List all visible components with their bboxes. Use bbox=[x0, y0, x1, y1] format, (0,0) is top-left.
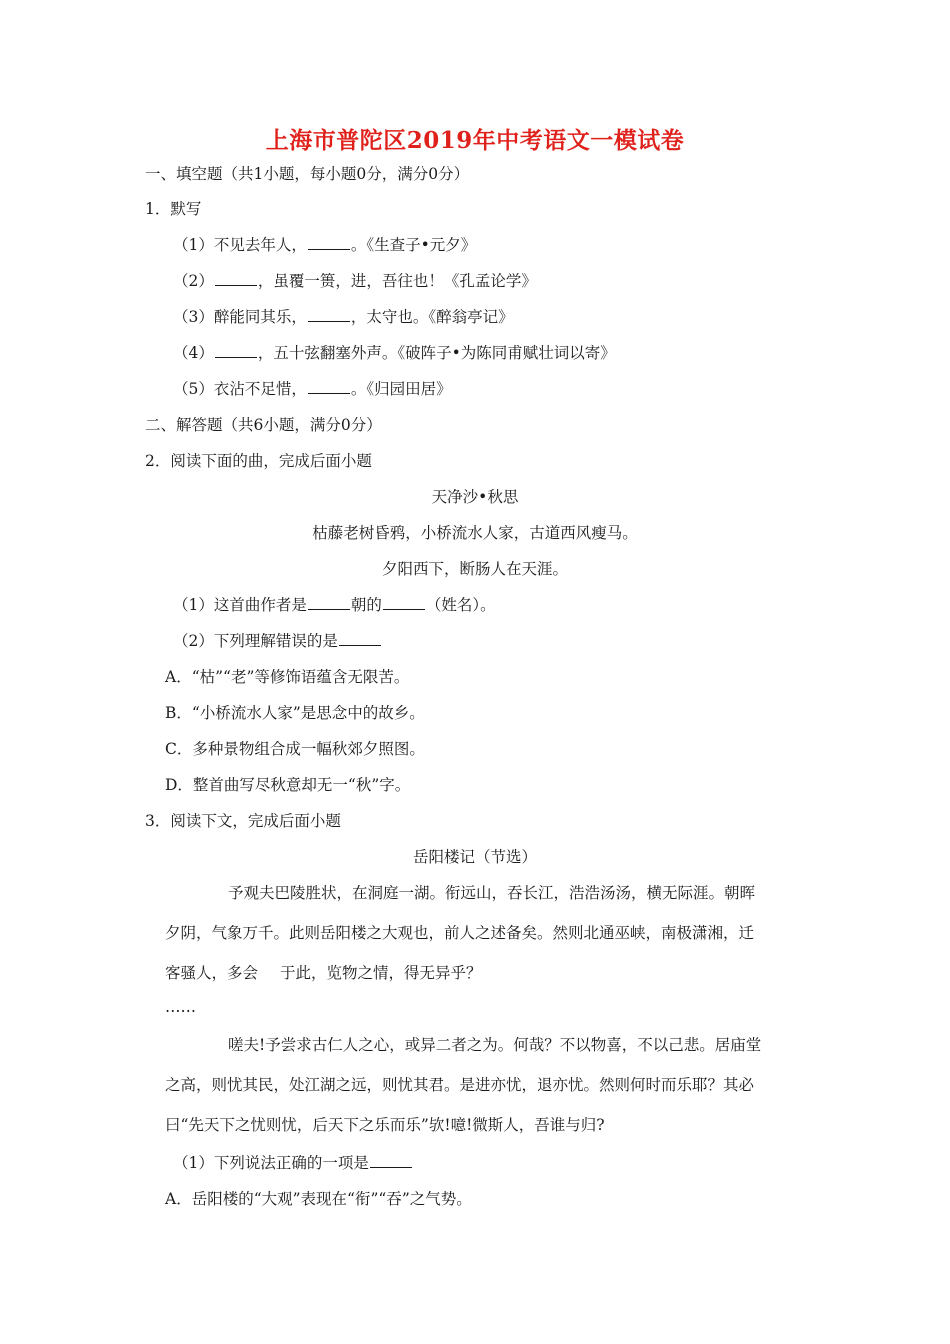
section-heading-answer: 二、解答题（共6小题，满分0分） bbox=[145, 416, 382, 434]
answer-blank[interactable] bbox=[383, 595, 425, 610]
q1-item-5 bbox=[173, 378, 452, 400]
passage-p1-line-3 bbox=[165, 962, 482, 984]
q1-item-2 bbox=[173, 270, 537, 292]
question-2-stem: 2．阅读下面的曲，完成后面小题 bbox=[145, 452, 372, 470]
passage-ellipsis: …… bbox=[165, 998, 196, 1016]
answer-blank[interactable] bbox=[370, 1153, 412, 1168]
q2-sub-1 bbox=[173, 594, 496, 616]
passage-p2-line-2: 之高，则忧其民，处江湖之远，则忧其君。是进亦忧，退亦忧。然则何时而乐耶？其必 bbox=[165, 1076, 755, 1094]
answer-blank[interactable] bbox=[308, 379, 350, 394]
q3-sub-1 bbox=[173, 1152, 413, 1174]
q1-item-1-post: 。《生查子•元夕》 bbox=[350, 236, 477, 254]
answer-blank[interactable] bbox=[339, 631, 381, 646]
q2-option-a[interactable]: A．“枯”“老”等修饰语蕴含无限苦。 bbox=[165, 668, 410, 686]
poem-title: 天净沙•秋思 bbox=[431, 488, 519, 506]
q2-sub-1-mid: 朝的 bbox=[350, 596, 382, 614]
q1-item-3-pre: （3）醉能同其乐， bbox=[173, 308, 307, 326]
q2-option-b[interactable]: B．“小桥流水人家”是思念中的故乡。 bbox=[165, 704, 425, 722]
answer-blank[interactable] bbox=[215, 343, 257, 358]
q1-item-4-pre: （4） bbox=[173, 344, 214, 362]
answer-blank[interactable] bbox=[308, 595, 350, 610]
page-title: 上海市普陀区2019年中考语文一模试卷 bbox=[265, 127, 685, 154]
passage-p1-line-3b: 于此，览物之情，得无异乎？ bbox=[280, 964, 482, 982]
section-heading-fill-blank: 一、填空题（共1小题，每小题0分，满分0分） bbox=[145, 165, 470, 183]
q1-item-2-pre: （2） bbox=[173, 272, 214, 290]
q2-option-d[interactable]: D．整首曲写尽秋意却无一“秋”字。 bbox=[165, 776, 411, 794]
poem-line-2: 夕阳西下，断肠人在天涯。 bbox=[381, 560, 568, 578]
answer-blank[interactable] bbox=[308, 307, 350, 322]
q1-item-5-post: 。《归园田居》 bbox=[350, 380, 452, 398]
q1-item-5-pre: （5）衣沾不足惜， bbox=[173, 380, 307, 398]
passage-p1-line-1: 予观夫巴陵胜状，在洞庭一湖。衔远山，吞长江，浩浩汤汤，横无际涯。朝晖 bbox=[228, 884, 756, 902]
passage-p2-line-3: 曰“先天下之忧则忧，后天下之乐而乐”欤!噫!微斯人，吾谁与归? bbox=[165, 1116, 605, 1134]
q2-sub-2 bbox=[173, 630, 382, 652]
q2-sub-2-text: （2）下列理解错误的是 bbox=[173, 632, 338, 650]
q2-sub-1-post: （姓名）。 bbox=[425, 596, 496, 614]
poem-line-1: 枯藤老树昏鸦，小桥流水人家，古道西风瘦马。 bbox=[312, 524, 638, 542]
q2-sub-1-pre: （1）这首曲作者是 bbox=[173, 596, 307, 614]
question-3-stem: 3．阅读下文，完成后面小题 bbox=[145, 812, 341, 830]
q1-item-4-post: ，五十弦翻塞外声。《破阵子•为陈同甫赋壮词以寄》 bbox=[257, 344, 616, 362]
passage-p1-line-2: 夕阴，气象万千。此则岳阳楼之大观也，前人之述备矣。然则北通巫峡，南极潇湘，迁 bbox=[165, 924, 755, 942]
q3-sub-1-text: （1）下列说法正确的一项是 bbox=[173, 1154, 369, 1172]
q1-item-1-pre: （1）不见去年人， bbox=[173, 236, 307, 254]
passage-p2-line-1: 嗟夫!予尝求古仁人之心，或异二者之为。何哉？不以物喜，不以己悲。居庙堂 bbox=[228, 1036, 762, 1054]
q1-item-3 bbox=[173, 306, 514, 328]
q1-item-4 bbox=[173, 342, 616, 364]
passage-title: 岳阳楼记（节选） bbox=[412, 848, 537, 866]
q2-option-c[interactable]: C．多种景物组合成一幅秋郊夕照图。 bbox=[165, 740, 425, 758]
answer-blank[interactable] bbox=[308, 235, 350, 250]
q1-item-1 bbox=[173, 234, 476, 256]
answer-blank[interactable] bbox=[215, 271, 257, 286]
q3-option-a[interactable]: A．岳阳楼的“大观”表现在“衔”“吞”之气势。 bbox=[165, 1190, 472, 1208]
passage-p1-line-3a: 客骚人，多会 bbox=[165, 964, 259, 982]
q1-item-2-post: ，虽覆一篑，进，吾往也！《孔孟论学》 bbox=[257, 272, 537, 290]
question-1-stem: 1．默写 bbox=[145, 200, 202, 218]
q1-item-3-post: ，太守也。《醉翁亭记》 bbox=[350, 308, 514, 326]
